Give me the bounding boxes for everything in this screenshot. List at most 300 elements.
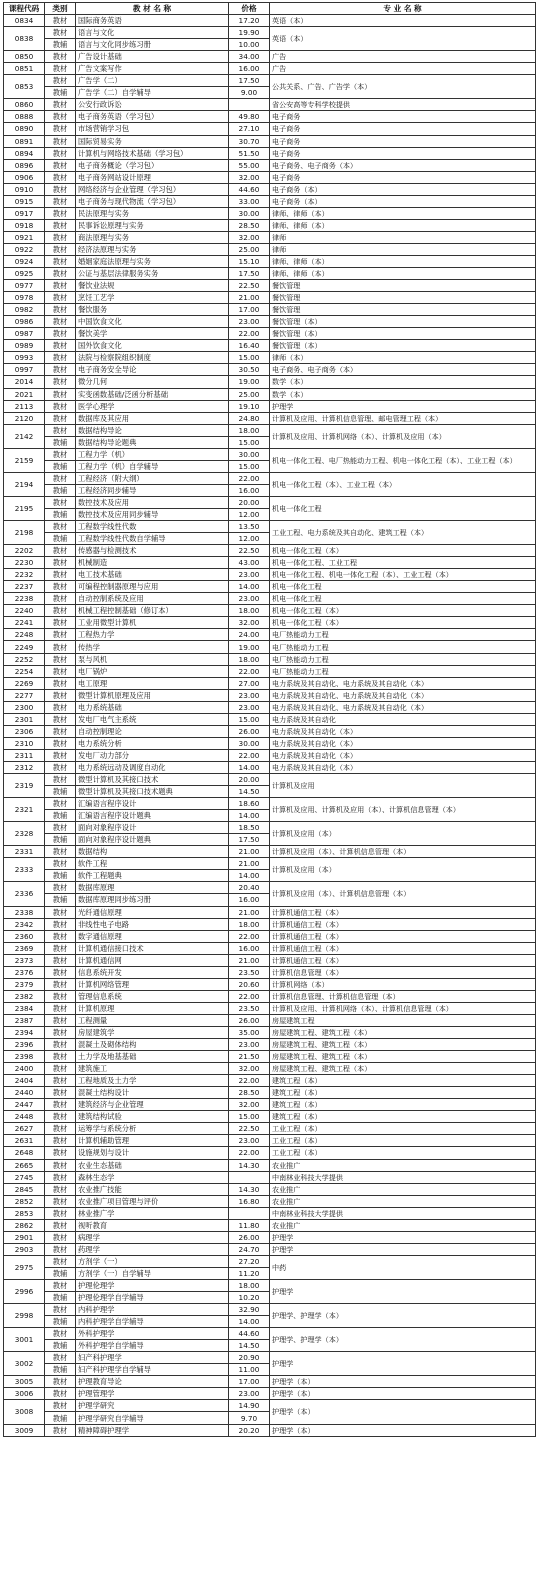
major-cell: 机电一体化工程、电厂热能动力工程、机电一体化工程（本）、工业工程（本） xyxy=(270,448,536,472)
book-name-cell: 泵与风机 xyxy=(76,653,229,665)
price-cell: 23.00 xyxy=(229,1135,270,1147)
major-cell: 律师 xyxy=(270,243,536,255)
price-cell: 12.00 xyxy=(229,533,270,545)
price-cell: 34.00 xyxy=(229,51,270,63)
category-cell: 教材 xyxy=(45,448,76,460)
table-row xyxy=(4,701,536,713)
price-cell: 22.50 xyxy=(229,280,270,292)
category-cell: 教材 xyxy=(45,1026,76,1038)
price-cell: 30.50 xyxy=(229,364,270,376)
table-row xyxy=(4,243,536,255)
price-cell: 18.00 xyxy=(229,1279,270,1291)
course-code: 2321 xyxy=(4,798,45,822)
major-cell: 计算机及应用、计算机网络（本）、计算机信息管理（本） xyxy=(270,1002,536,1014)
book-name-cell: 传感器与检测技术 xyxy=(76,545,229,557)
book-name-cell: 计算机原理 xyxy=(76,1002,229,1014)
book-name-cell: 餐饮美学 xyxy=(76,328,229,340)
table-row xyxy=(4,63,536,75)
table-row xyxy=(4,1183,536,1195)
table-row xyxy=(4,183,536,195)
table-row xyxy=(4,99,536,111)
category-cell: 教辅 xyxy=(45,810,76,822)
book-name-cell: 混凝土结构设计 xyxy=(76,1087,229,1099)
price-cell: 15.00 xyxy=(229,1111,270,1123)
major-cell: 农业推广 xyxy=(270,1195,536,1207)
category-cell: 教材 xyxy=(45,761,76,773)
course-code: 2301 xyxy=(4,713,45,725)
category-cell: 教材 xyxy=(45,1014,76,1026)
table-row xyxy=(4,268,536,280)
table-row xyxy=(4,1207,536,1219)
price-cell: 18.00 xyxy=(229,653,270,665)
table-row xyxy=(4,376,536,388)
course-code: 2384 xyxy=(4,1002,45,1014)
price-cell: 22.00 xyxy=(229,1075,270,1087)
book-name-cell: 护理伦理学自学辅导 xyxy=(76,1292,229,1304)
course-code: 2310 xyxy=(4,737,45,749)
course-code: 2312 xyxy=(4,761,45,773)
category-cell: 教材 xyxy=(45,292,76,304)
table-row xyxy=(4,1231,536,1243)
price-cell: 51.50 xyxy=(229,147,270,159)
category-cell: 教材 xyxy=(45,268,76,280)
table-row xyxy=(4,689,536,701)
major-cell: 计算机及应用（本）、计算机信息管理（本） xyxy=(270,882,536,906)
book-name-cell: 机械制造 xyxy=(76,557,229,569)
major-cell: 餐饮管理（本） xyxy=(270,328,536,340)
course-code: 2306 xyxy=(4,725,45,737)
category-cell: 教材 xyxy=(45,255,76,267)
table-row xyxy=(4,846,536,858)
book-name-cell: 土力学及地基基础 xyxy=(76,1051,229,1063)
table-row xyxy=(4,1424,536,1436)
book-name-cell: 计算机网络管理 xyxy=(76,978,229,990)
course-code: 0922 xyxy=(4,243,45,255)
price-cell: 44.60 xyxy=(229,1328,270,1340)
course-code: 2852 xyxy=(4,1195,45,1207)
table-row xyxy=(4,51,536,63)
major-cell: 英语（本） xyxy=(270,27,536,51)
major-cell: 数学（本） xyxy=(270,388,536,400)
book-name-cell: 方剂学（一） xyxy=(76,1255,229,1267)
book-name-cell: 药理学 xyxy=(76,1243,229,1255)
category-cell: 教材 xyxy=(45,1195,76,1207)
category-cell: 教材 xyxy=(45,388,76,400)
major-cell: 中南林业科技大学提供 xyxy=(270,1207,536,1219)
price-cell: 17.50 xyxy=(229,834,270,846)
course-code: 0987 xyxy=(4,328,45,340)
course-code: 2252 xyxy=(4,653,45,665)
book-name-cell: 市场营销学习包 xyxy=(76,123,229,135)
price-cell: 20.60 xyxy=(229,978,270,990)
category-cell: 教材 xyxy=(45,243,76,255)
category-cell: 教材 xyxy=(45,99,76,111)
major-cell: 律师、律师（本） xyxy=(270,207,536,219)
course-code: 0997 xyxy=(4,364,45,376)
category-cell: 教材 xyxy=(45,231,76,243)
course-code: 3008 xyxy=(4,1400,45,1424)
course-code: 2440 xyxy=(4,1087,45,1099)
book-name-cell: 国际商务英语 xyxy=(76,15,229,27)
course-code: 2631 xyxy=(4,1135,45,1147)
course-code: 2903 xyxy=(4,1243,45,1255)
table-row xyxy=(4,316,536,328)
course-code: 2230 xyxy=(4,557,45,569)
course-code: 2447 xyxy=(4,1099,45,1111)
category-cell: 教材 xyxy=(45,328,76,340)
table-row xyxy=(4,448,536,460)
course-code: 2319 xyxy=(4,774,45,798)
book-name-cell: 外科护理学 xyxy=(76,1328,229,1340)
table-row xyxy=(4,1039,536,1051)
category-cell: 教材 xyxy=(45,701,76,713)
book-name-cell: 语言与文化 xyxy=(76,27,229,39)
price-cell: 16.40 xyxy=(229,340,270,352)
table-row xyxy=(4,1400,536,1412)
price-cell: 20.00 xyxy=(229,774,270,786)
category-cell: 教辅 xyxy=(45,1292,76,1304)
major-cell: 护理学（本） xyxy=(270,1424,536,1436)
price-cell xyxy=(229,1171,270,1183)
category-cell: 教辅 xyxy=(45,484,76,496)
category-cell: 教材 xyxy=(45,1304,76,1316)
table-row xyxy=(4,1063,536,1075)
price-cell: 21.50 xyxy=(229,1051,270,1063)
book-name-cell: 妇产科护理学自学辅导 xyxy=(76,1364,229,1376)
course-code: 2996 xyxy=(4,1279,45,1303)
price-cell: 11.00 xyxy=(229,1364,270,1376)
price-cell: 22.00 xyxy=(229,1147,270,1159)
major-cell: 电力系统及其自动化、电力系统及其自动化（本） xyxy=(270,677,536,689)
course-code: 2745 xyxy=(4,1171,45,1183)
category-cell: 教材 xyxy=(45,352,76,364)
course-code: 0896 xyxy=(4,159,45,171)
book-name-cell: 广告设计基础 xyxy=(76,51,229,63)
table-row xyxy=(4,219,536,231)
category-cell: 教材 xyxy=(45,725,76,737)
major-cell: 机电一体化工程、机电一体化工程（本）、工业工程（本） xyxy=(270,569,536,581)
category-cell: 教材 xyxy=(45,1002,76,1014)
course-code: 2311 xyxy=(4,749,45,761)
major-cell: 农业推广 xyxy=(270,1159,536,1171)
category-cell: 教材 xyxy=(45,183,76,195)
price-cell: 27.10 xyxy=(229,123,270,135)
course-code: 2862 xyxy=(4,1219,45,1231)
book-name-cell: 农业推广技能 xyxy=(76,1183,229,1195)
category-cell: 教材 xyxy=(45,737,76,749)
table-row xyxy=(4,111,536,123)
category-cell: 教材 xyxy=(45,1231,76,1243)
category-cell: 教材 xyxy=(45,1400,76,1412)
category-cell: 教辅 xyxy=(45,1364,76,1376)
course-code: 0891 xyxy=(4,135,45,147)
course-code: 2373 xyxy=(4,954,45,966)
table-row xyxy=(4,1304,536,1316)
course-code: 2845 xyxy=(4,1183,45,1195)
course-code: 0860 xyxy=(4,99,45,111)
category-cell: 教材 xyxy=(45,629,76,641)
category-cell: 教材 xyxy=(45,966,76,978)
course-code: 0838 xyxy=(4,27,45,51)
category-cell: 教材 xyxy=(45,111,76,123)
table-row xyxy=(4,761,536,773)
category-cell: 教材 xyxy=(45,1051,76,1063)
course-code: 2198 xyxy=(4,521,45,545)
course-code: 2853 xyxy=(4,1207,45,1219)
book-name-cell: 广告学（二） xyxy=(76,75,229,87)
category-cell: 教材 xyxy=(45,472,76,484)
course-code: 2400 xyxy=(4,1063,45,1075)
table-row xyxy=(4,1087,536,1099)
book-name-cell: 语言与文化同步练习册 xyxy=(76,39,229,51)
category-cell: 教辅 xyxy=(45,1316,76,1328)
major-cell: 护理学 xyxy=(270,1352,536,1376)
category-cell: 教材 xyxy=(45,316,76,328)
book-name-cell: 微型计算机及其接口技术题典 xyxy=(76,786,229,798)
book-name-cell: 视听教育 xyxy=(76,1219,229,1231)
category-cell: 教辅 xyxy=(45,870,76,882)
book-name-cell: 建筑结构试验 xyxy=(76,1111,229,1123)
course-code: 2241 xyxy=(4,617,45,629)
major-cell: 计算机通信工程（本） xyxy=(270,906,536,918)
price-cell: 43.00 xyxy=(229,557,270,569)
book-name-cell: 经济法原理与实务 xyxy=(76,243,229,255)
category-cell: 教材 xyxy=(45,1147,76,1159)
book-name-cell: 数据库及其应用 xyxy=(76,412,229,424)
price-cell: 23.00 xyxy=(229,569,270,581)
category-cell: 教材 xyxy=(45,713,76,725)
category-cell: 教材 xyxy=(45,665,76,677)
course-code: 2360 xyxy=(4,930,45,942)
price-cell: 15.10 xyxy=(229,255,270,267)
price-cell: 23.00 xyxy=(229,701,270,713)
price-cell: 16.00 xyxy=(229,484,270,496)
table-row xyxy=(4,749,536,761)
category-cell: 教辅 xyxy=(45,508,76,520)
book-name-cell: 工程数学线性代数 xyxy=(76,521,229,533)
course-code: 2338 xyxy=(4,906,45,918)
table-row xyxy=(4,15,536,27)
price-cell: 17.50 xyxy=(229,268,270,280)
price-cell: 16.00 xyxy=(229,942,270,954)
major-cell: 电力系统及其自动化、电力系统及其自动化（本） xyxy=(270,689,536,701)
table-row xyxy=(4,388,536,400)
price-cell: 20.40 xyxy=(229,882,270,894)
price-cell: 28.50 xyxy=(229,1087,270,1099)
course-code: 2021 xyxy=(4,388,45,400)
category-cell: 教材 xyxy=(45,1123,76,1135)
book-name-cell: 电子商务网站设计原理 xyxy=(76,171,229,183)
price-cell: 22.50 xyxy=(229,1123,270,1135)
course-code: 2901 xyxy=(4,1231,45,1243)
book-name-cell: 自动控制理论 xyxy=(76,725,229,737)
major-cell: 农业推广 xyxy=(270,1183,536,1195)
course-code: 3009 xyxy=(4,1424,45,1436)
table-row xyxy=(4,918,536,930)
course-code: 2975 xyxy=(4,1255,45,1279)
price-cell: 44.60 xyxy=(229,183,270,195)
major-cell: 电子商务（本） xyxy=(270,183,536,195)
table-row xyxy=(4,135,536,147)
category-cell: 教材 xyxy=(45,51,76,63)
table-row xyxy=(4,617,536,629)
book-name-cell: 数控技术及应用同步辅导 xyxy=(76,508,229,520)
major-cell: 计算机网络（本） xyxy=(270,978,536,990)
price-cell: 14.50 xyxy=(229,1340,270,1352)
category-cell: 教材 xyxy=(45,1099,76,1111)
table-row xyxy=(4,412,536,424)
major-cell: 电子商务 xyxy=(270,135,536,147)
price-cell: 14.50 xyxy=(229,786,270,798)
course-code: 2665 xyxy=(4,1159,45,1171)
major-cell: 中南林业科技大学提供 xyxy=(270,1171,536,1183)
table-row xyxy=(4,1099,536,1111)
price-cell: 22.00 xyxy=(229,930,270,942)
table-row xyxy=(4,1051,536,1063)
course-code: 0978 xyxy=(4,292,45,304)
book-name-cell: 计算机通信接口技术 xyxy=(76,942,229,954)
table-row xyxy=(4,147,536,159)
price-cell: 18.50 xyxy=(229,822,270,834)
category-cell: 教材 xyxy=(45,147,76,159)
major-cell: 工业工程（本） xyxy=(270,1147,536,1159)
course-code: 0986 xyxy=(4,316,45,328)
book-name-cell: 商法原理与实务 xyxy=(76,231,229,243)
price-cell: 17.20 xyxy=(229,15,270,27)
major-cell: 机电一体化工程 xyxy=(270,593,536,605)
price-cell: 27.20 xyxy=(229,1255,270,1267)
header-book-name: 教 材 名 称 xyxy=(76,3,229,15)
book-name-cell: 房屋建筑学 xyxy=(76,1026,229,1038)
major-cell: 房屋建筑工程 xyxy=(270,1014,536,1026)
book-name-cell: 方剂学（一）自学辅导 xyxy=(76,1267,229,1279)
price-cell: 14.00 xyxy=(229,870,270,882)
course-code: 0906 xyxy=(4,171,45,183)
major-cell: 工业工程、电力系统及其自动化、建筑工程（本） xyxy=(270,521,536,545)
table-row xyxy=(4,954,536,966)
course-code: 2369 xyxy=(4,942,45,954)
book-name-cell: 广告文案写作 xyxy=(76,63,229,75)
course-code: 0910 xyxy=(4,183,45,195)
major-cell: 机电一体化工程 xyxy=(270,581,536,593)
major-cell: 电力系统及其自动化（本） xyxy=(270,725,536,737)
price-cell: 24.00 xyxy=(229,629,270,641)
major-cell: 计算机通信工程（本） xyxy=(270,954,536,966)
major-cell: 计算机及应用（本） xyxy=(270,858,536,882)
category-cell: 教材 xyxy=(45,1135,76,1147)
course-code: 0890 xyxy=(4,123,45,135)
table-row xyxy=(4,858,536,870)
course-code: 3002 xyxy=(4,1352,45,1376)
table-row xyxy=(4,1219,536,1231)
table-row xyxy=(4,75,536,87)
table-row xyxy=(4,978,536,990)
major-cell: 建筑工程（本） xyxy=(270,1111,536,1123)
book-name-cell: 微型计算机及其接口技术 xyxy=(76,774,229,786)
price-cell: 11.20 xyxy=(229,1267,270,1279)
book-name-cell: 数控技术及应用 xyxy=(76,496,229,508)
category-cell: 教辅 xyxy=(45,87,76,99)
course-code: 0982 xyxy=(4,304,45,316)
major-cell: 机电一体化工程（本） xyxy=(270,605,536,617)
major-cell: 护理学 xyxy=(270,1279,536,1303)
major-cell: 机电一体化工程 xyxy=(270,496,536,520)
category-cell: 教材 xyxy=(45,617,76,629)
book-name-cell: 餐饮服务 xyxy=(76,304,229,316)
course-code: 2120 xyxy=(4,412,45,424)
category-cell: 教辅 xyxy=(45,436,76,448)
table-row xyxy=(4,966,536,978)
price-cell: 23.00 xyxy=(229,689,270,701)
major-cell: 律师、律师（本） xyxy=(270,255,536,267)
price-cell: 27.00 xyxy=(229,677,270,689)
major-cell: 房屋建筑工程、建筑工程（本） xyxy=(270,1051,536,1063)
table-row xyxy=(4,1376,536,1388)
course-code: 0834 xyxy=(4,15,45,27)
table-row xyxy=(4,1279,536,1291)
table-row xyxy=(4,737,536,749)
category-cell: 教材 xyxy=(45,858,76,870)
course-code: 2394 xyxy=(4,1026,45,1038)
course-code: 2014 xyxy=(4,376,45,388)
category-cell: 教材 xyxy=(45,1171,76,1183)
price-cell: 19.10 xyxy=(229,400,270,412)
book-name-cell: 护理学研究自学辅导 xyxy=(76,1412,229,1424)
table-row xyxy=(4,1328,536,1340)
table-row xyxy=(4,123,536,135)
book-name-cell: 计算机通信网 xyxy=(76,954,229,966)
table-row xyxy=(4,569,536,581)
book-name-cell: 汇编语言程序设计题典 xyxy=(76,810,229,822)
course-code: 2398 xyxy=(4,1051,45,1063)
table-row xyxy=(4,677,536,689)
major-cell: 电子商务（本） xyxy=(270,195,536,207)
price-cell: 24.80 xyxy=(229,412,270,424)
price-cell: 23.00 xyxy=(229,593,270,605)
course-code: 2342 xyxy=(4,918,45,930)
price-cell: 19.90 xyxy=(229,27,270,39)
category-cell: 教材 xyxy=(45,641,76,653)
course-code: 0850 xyxy=(4,51,45,63)
price-cell: 25.00 xyxy=(229,243,270,255)
course-code: 3005 xyxy=(4,1376,45,1388)
category-cell: 教材 xyxy=(45,557,76,569)
price-cell: 25.00 xyxy=(229,388,270,400)
category-cell: 教材 xyxy=(45,63,76,75)
major-cell: 电力系统及其自动化（本） xyxy=(270,749,536,761)
book-name-cell: 医学心理学 xyxy=(76,400,229,412)
major-cell: 中药 xyxy=(270,1255,536,1279)
book-name-cell: 内科护理学自学辅导 xyxy=(76,1316,229,1328)
table-row xyxy=(4,1243,536,1255)
major-cell: 广告 xyxy=(270,51,536,63)
category-cell: 教材 xyxy=(45,1159,76,1171)
category-cell: 教材 xyxy=(45,15,76,27)
category-cell: 教材 xyxy=(45,1424,76,1436)
table-row xyxy=(4,930,536,942)
price-cell: 14.00 xyxy=(229,761,270,773)
book-name-cell: 林业推广学 xyxy=(76,1207,229,1219)
price-cell: 17.00 xyxy=(229,304,270,316)
table-row xyxy=(4,641,536,653)
category-cell: 教材 xyxy=(45,1279,76,1291)
course-code: 2382 xyxy=(4,990,45,1002)
book-name-cell: 面向对象程序设计 xyxy=(76,822,229,834)
price-cell: 9.70 xyxy=(229,1412,270,1424)
book-name-cell: 内科护理学 xyxy=(76,1304,229,1316)
book-name-cell: 发电厂动力部分 xyxy=(76,749,229,761)
category-cell: 教材 xyxy=(45,605,76,617)
